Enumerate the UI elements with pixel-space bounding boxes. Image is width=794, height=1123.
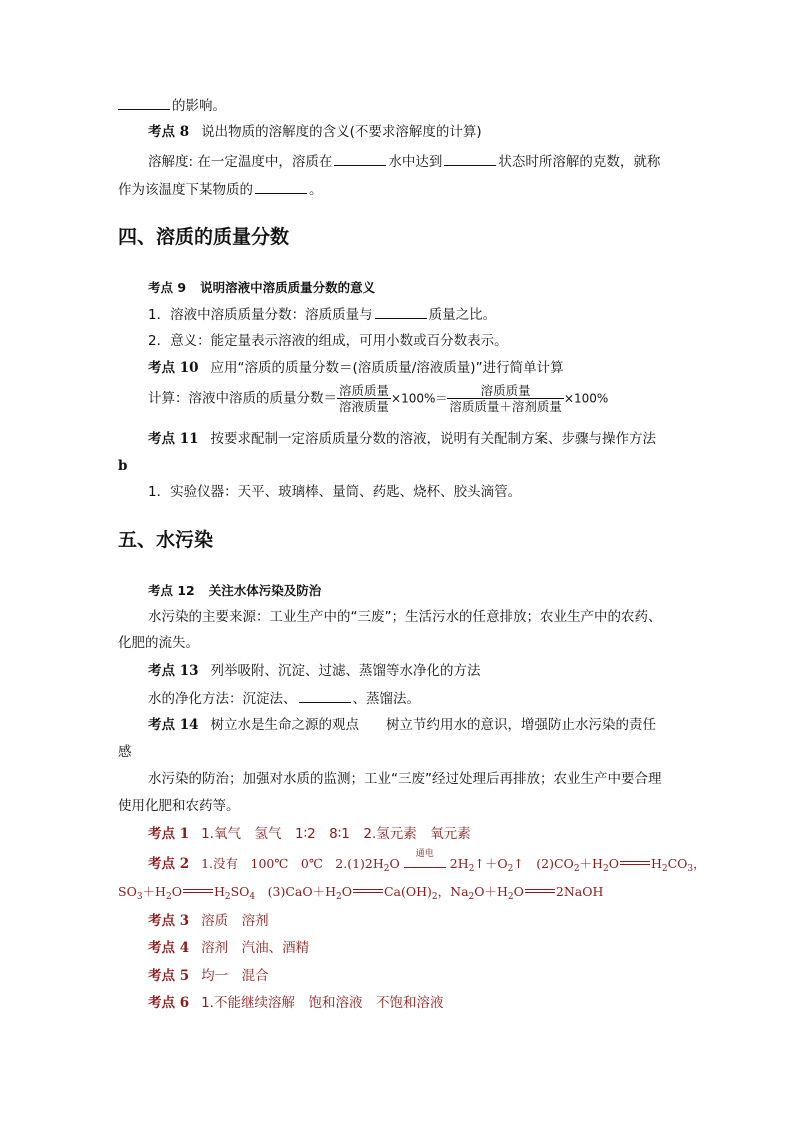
text: 溶质 溶剂: [201, 913, 269, 929]
fill-blank: [299, 690, 351, 703]
kp10-line: [148, 360, 564, 376]
text: 1.没有 100℃ 0℃ 2.(1)2H: [201, 856, 384, 871]
numerator: 溶质质量: [339, 383, 390, 398]
kp8-line: [148, 124, 482, 140]
text: O: [341, 884, 352, 899]
text: O＋H: [474, 884, 508, 899]
kp9-line: [148, 280, 375, 296]
kp13-line: [148, 663, 481, 679]
answer-2-cont: $SO_3+H_2O$ $H_2SO_4$ $(3)CaO+H_2O$ $Ca(OH)_2$，$Na_2O+H_2O$ 2NaOH: [118, 884, 604, 902]
text: 、蒸馏法。: [352, 691, 420, 707]
solubility-line: [148, 153, 660, 170]
fill-blank: [375, 306, 427, 319]
numerator: 溶质质量: [447, 383, 564, 399]
text: 说出物质的溶解度的含义(不要求溶解度的计算): [201, 124, 482, 140]
text: ↑ (2)CO: [513, 856, 574, 871]
fraction: [337, 383, 391, 414]
text: 作为该温度下某物质的: [118, 182, 253, 198]
text: 1.氧气 氢气 1∶2 8∶1 2.氢元素 氧元素: [201, 826, 471, 842]
text: H: [213, 884, 225, 899]
level-b: b: [118, 458, 128, 474]
denominator: 溶液质量: [339, 399, 390, 414]
text: H: [650, 856, 662, 871]
fill-blank: [118, 97, 170, 110]
answer-5: [148, 968, 269, 984]
kaodian-label: 考点 6: [148, 995, 190, 1011]
solubility-line-2: [118, 181, 323, 198]
text: ×100%: [563, 391, 609, 406]
answer-1: [148, 826, 471, 842]
kaodian-label: 考点 5: [148, 968, 190, 984]
text: ＋H: [579, 856, 603, 871]
kaodian-label: 考点 3: [148, 913, 190, 929]
text: ＋H: [142, 884, 166, 899]
kp14-line-2: 感: [118, 744, 132, 760]
text: SO: [230, 884, 250, 899]
text: ×100%＝: [391, 391, 448, 406]
kp14-line: [148, 717, 656, 733]
equals-sign: [525, 886, 555, 896]
formula-line: [148, 383, 608, 414]
answer-3: [148, 913, 269, 929]
text: 均一 混合: [201, 968, 269, 984]
section-heading-5: 五、水污染: [118, 529, 214, 551]
answer-4: [148, 940, 309, 956]
kaodian-label: 考点 12: [148, 583, 195, 598]
text: Ca(OH): [383, 884, 432, 899]
text: O: [608, 856, 619, 871]
kp11-line: [148, 431, 656, 447]
electrolysis-condition: [404, 849, 446, 868]
kaodian-label: 考点 11: [148, 431, 199, 447]
kp12-line: [148, 583, 321, 599]
fill-blank: [444, 153, 496, 166]
text: (3)CaO＋H: [255, 884, 336, 899]
fill-blank: [334, 153, 386, 166]
prevention-line: 水污染的防治；加强对水质的监测；工业“三废”经过处理后再排放；农业生产中要合理: [148, 771, 662, 787]
purify-line: [148, 690, 420, 707]
denominator: 溶质质量＋溶剂质量: [449, 399, 562, 414]
text: 的影响。: [172, 98, 226, 114]
equals-sign: [620, 858, 650, 868]
pollution-source-line: 水污染的主要来源：工业生产中的“三废”；生活污水的任意排放；农业生产中的农药、: [148, 609, 662, 625]
kaodian-label: 考点 13: [148, 663, 199, 679]
prevention-line-2: 使用化肥和农药等。: [118, 798, 240, 814]
kaodian-label: 考点 2: [148, 856, 190, 872]
text: 树立水是生命之源的观点 树立节约用水的意识，增强防止水污染的责任: [210, 717, 656, 733]
text: O: [171, 884, 182, 899]
text: 关注水体污染及防治: [208, 583, 322, 598]
equals-sign: [183, 886, 213, 896]
text: ↑＋O: [474, 856, 508, 871]
kaodian-label: 考点 8: [148, 124, 190, 140]
text: O: [513, 884, 524, 899]
instruments-line: 1．实验仪器：天平、玻璃棒、量筒、药匙、烧杯、胶头滴管。: [148, 484, 522, 500]
fragment-line: [118, 97, 226, 114]
text: 溶剂 汽油、酒精: [201, 940, 310, 956]
answer-6: [148, 995, 443, 1011]
text: SO: [118, 884, 137, 899]
text: 溶解度: 在一定温度中，溶质在: [148, 154, 333, 170]
text: 水的净化方法：沉淀法、: [148, 691, 297, 707]
condition-text: 通电: [415, 849, 434, 859]
fraction: [447, 383, 564, 414]
text: 2H: [449, 856, 469, 871]
text: ，: [693, 856, 706, 871]
text: 应用“溶质的质量分数＝(溶质质量/溶液质量)”进行简单计算: [210, 360, 564, 376]
text: 。: [309, 182, 323, 198]
text: 1.不能继续溶解 饱和溶液 不饱和溶液: [201, 995, 444, 1011]
text: 状态时所溶解的克数，就称: [498, 154, 661, 170]
meaning-line: 2．意义：能定量表示溶液的组成，可用小数或百分数表示。: [148, 333, 508, 349]
text: 按要求配制一定溶质质量分数的溶液，说明有关配制方案、步骤与操作方法: [210, 431, 656, 447]
section-heading-4: 四、溶质的质量分数: [118, 226, 290, 248]
text: 计算：溶液中溶质的质量分数＝: [148, 390, 337, 407]
kaodian-label: 考点 9: [148, 280, 187, 295]
text: 1．溶液中溶质质量分数：溶质质量与: [148, 307, 373, 323]
text: 2NaOH: [555, 884, 604, 899]
text: 质量之比。: [428, 307, 497, 323]
pollution-source-line-2: 化肥的流失。: [118, 635, 199, 651]
text: O: [389, 856, 400, 871]
text: 水中达到: [388, 154, 443, 170]
kaodian-label: 考点 14: [148, 717, 199, 733]
answer-2: 考点 2 1.没有 100℃ 0℃ $2.(1)2H_2O$ 通电 $2H_2↑+O_2↑$ $(2)CO_2+H_2O$ $H_2CO_3$，: [148, 849, 706, 874]
kaodian-label: 考点 10: [148, 360, 199, 376]
text: CO: [667, 856, 688, 871]
mass-fraction-def: [148, 306, 496, 323]
kaodian-label: 考点 4: [148, 940, 190, 956]
text: ，Na: [437, 884, 469, 899]
fill-blank: [255, 181, 307, 194]
text: 列举吸附、沉淀、过滤、蒸馏等水净化的方法: [210, 663, 481, 679]
kaodian-label: 考点 1: [148, 826, 190, 842]
equals-sign: [353, 886, 383, 896]
text: 说明溶液中溶质质量分数的意义: [200, 280, 376, 295]
